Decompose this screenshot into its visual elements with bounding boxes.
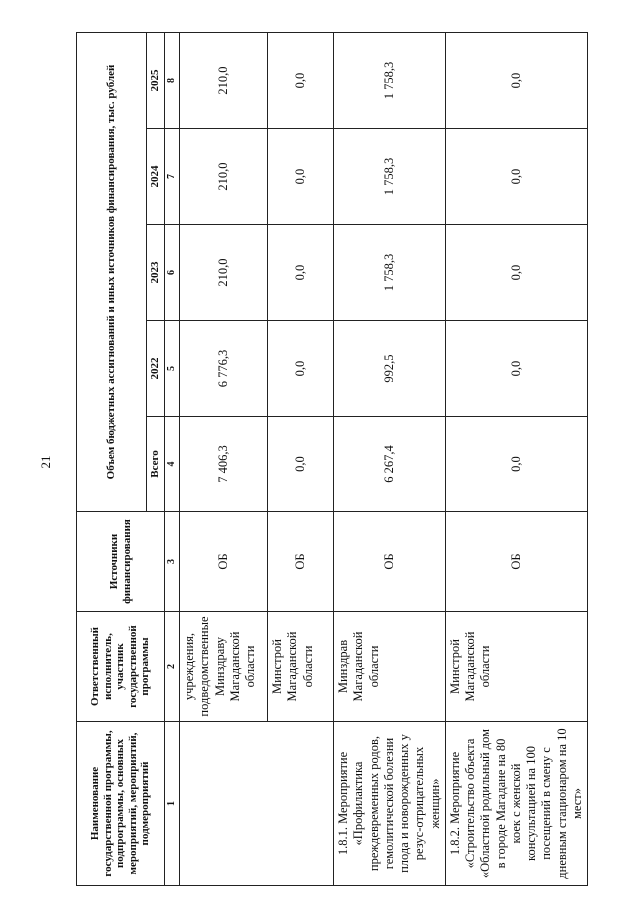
- row-2025: 210,0: [180, 32, 268, 128]
- row-2024: 0,0: [268, 129, 334, 225]
- header-year-2024: 2024: [147, 129, 165, 225]
- row-name: 1.8.2. Мероприятие «Строительство объекта «Областной родильный дом в городе Магадане на 80 коек с женской консультацией на 100 посещений в смену с дневным стационаром на 10 мест»: [445, 722, 587, 886]
- column-number: 6: [165, 225, 180, 321]
- row-name: [180, 722, 334, 886]
- row-2025: 1 758,3: [334, 32, 446, 128]
- row-2024: 210,0: [180, 129, 268, 225]
- row-responsible: Минздрав Магаданской области: [334, 612, 446, 722]
- row-2022: 992,5: [334, 321, 446, 417]
- header-total: Всего: [147, 417, 165, 512]
- row-source: ОБ: [445, 512, 587, 612]
- financing-table: [76, 32, 588, 886]
- row-2023: 0,0: [445, 225, 587, 321]
- row-2023: 0,0: [268, 225, 334, 321]
- row-total: 7 406,3: [180, 417, 268, 512]
- row-source: ОБ: [268, 512, 334, 612]
- row-2025: 0,0: [268, 32, 334, 128]
- row-total: 6 267,4: [334, 417, 446, 512]
- row-responsible: Минстрой Магаданской области: [445, 612, 587, 722]
- header-year-2022: 2022: [147, 321, 165, 417]
- row-2022: 6 776,3: [180, 321, 268, 417]
- column-number-row: [165, 32, 180, 885]
- table-row: [445, 32, 587, 885]
- page-number: 21: [38, 455, 53, 469]
- column-number: 1: [165, 722, 180, 886]
- column-number: 4: [165, 417, 180, 512]
- row-source: ОБ: [180, 512, 268, 612]
- row-2022: 0,0: [268, 321, 334, 417]
- table-row: [180, 32, 268, 885]
- row-2023: 1 758,3: [334, 225, 446, 321]
- row-2024: 1 758,3: [334, 129, 446, 225]
- column-number: 7: [165, 129, 180, 225]
- table-row: [334, 32, 446, 885]
- row-name: 1.8.1. Мероприятие «Профилактика преждевременных родов, гемолитической болезни плода и новорожденных у резус-отрицательных женщин»: [334, 722, 446, 886]
- row-2024: 0,0: [445, 129, 587, 225]
- header-responsible: Ответственный исполнитель, участник государственной программы: [77, 612, 165, 722]
- row-source: ОБ: [334, 512, 446, 612]
- row-2023: 210,0: [180, 225, 268, 321]
- column-number: 8: [165, 32, 180, 128]
- row-total: 0,0: [268, 417, 334, 512]
- row-total: 0,0: [445, 417, 587, 512]
- rotated-table-container: [76, 33, 584, 886]
- header-volume: Объем бюджетных ассигнований и иных источников финансирования, тыс. рублей: [77, 32, 147, 511]
- header-source: Источники финансирования: [77, 512, 165, 612]
- row-responsible: учреждения, подведомственные Минздраву Магаданской области: [180, 612, 268, 722]
- column-number: 3: [165, 512, 180, 612]
- row-2025: 0,0: [445, 32, 587, 128]
- column-number: 5: [165, 321, 180, 417]
- row-responsible: Минстрой Магаданской области: [268, 612, 334, 722]
- header-year-2025: 2025: [147, 32, 165, 128]
- row-2022: 0,0: [445, 321, 587, 417]
- header-name: Наименование государственной программы, подпрограммы, основных мероприятий, мероприятий, подмероприятий: [77, 722, 165, 886]
- column-number: 2: [165, 612, 180, 722]
- header-year-2023: 2023: [147, 225, 165, 321]
